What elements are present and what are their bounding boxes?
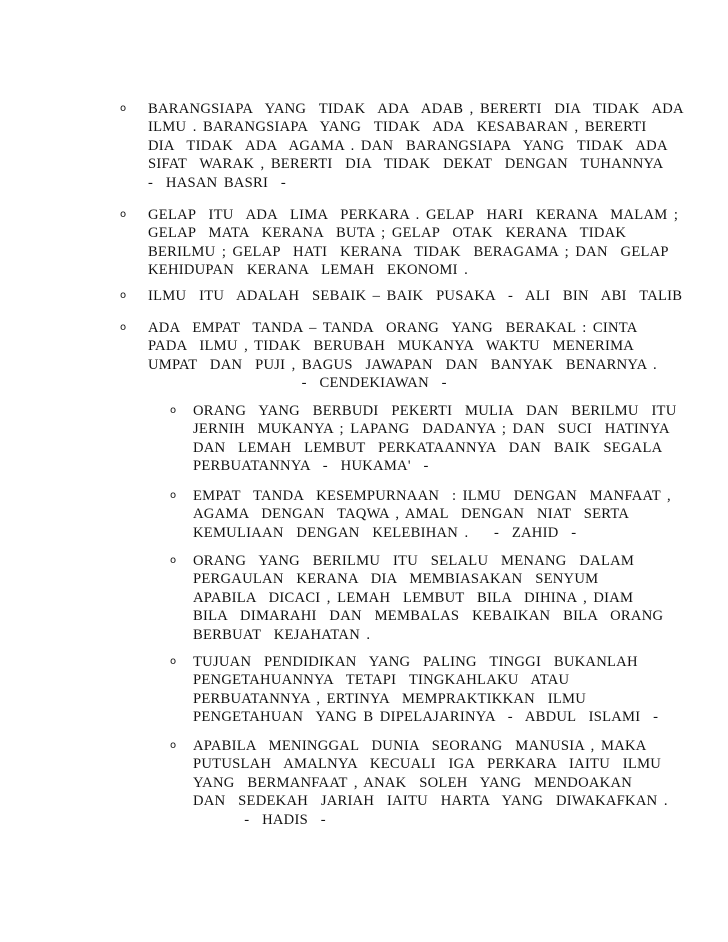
quote-line: - HASAN BASRI - [148,174,286,191]
quote-line: PERGAULAN KERANA DIA MEMBIASAKAN SENYUM [193,571,599,588]
quote-line: GELAP ITU ADA LIMA PERKARA . GELAP HARI KERANA MALAM ; [148,207,679,223]
quote-line: ORANG YANG BERILMU ITU SELALU MENANG DALAM [193,553,635,569]
quote-line: YANG BERMANFAAT , ANAK SOLEH YANG MENDOAKAN [193,774,633,791]
bullet-marker: o [170,405,177,416]
bullet-marker: o [170,740,177,751]
quote-line: ILMU ITU ADALAH SEBAIK – BAIK PUSAKA - ALI BIN ABI TALIB [148,288,683,304]
bullet-marker: o [170,656,177,667]
quote-line: APABILA DICACI , LEMAH LEMBUT BILA DIHINA , DIAM [193,589,634,606]
quote-line: GELAP MATA KERANA BUTA ; GELAP OTAK KERANA TIDAK [148,225,627,242]
quote-text [193,552,663,644]
bullet-marker: o [120,322,127,333]
quote-line: DAN SEDEKAH JARIAH IAITU HARTA YANG DIWAKAFKAN . [193,793,668,810]
quote-text [193,653,658,727]
quote-text [148,287,682,305]
quote-line: AGAMA DENGAN TAQWA , AMAL DENGAN NIAT SERTA [193,506,630,523]
bullet-marker: o [120,290,127,301]
quote-line: UMPAT DAN PUJI , BAGUS JAWAPAN DAN BANYAK BENARNYA . [148,356,657,373]
bullet-marker: o [120,103,127,114]
quote-line: ILMU . BARANGSIAPA YANG TIDAK ADA KESABARAN , BERERTI [148,119,647,136]
quote-line: ORANG YANG BERBUDI PEKERTI MULIA DAN BERILMU ITU [193,403,677,419]
quote-text [148,100,684,192]
quote-line: BERILMU ; GELAP HATI KERANA TIDAK BERAGAMA ; DAN GELAP [148,243,669,260]
quote-line: PERBUATANNYA , ERTINYA MEMPRAKTIKKAN ILMU [193,690,587,707]
quote-text [148,319,657,393]
quote-line: APABILA MENINGGAL DUNIA SEORANG MANUSIA , MAKA [193,738,647,754]
quote-line: PUTUSLAH AMALNYA KECUALI IGA PERKARA IAITU ILMU [193,756,662,773]
bullet-marker: o [170,555,177,566]
quote-text [193,487,671,542]
quote-line: PENGETAHUAN YANG B DIPELAJARINYA - ABDUL ISLAMI - [193,709,659,726]
bullet-marker: o [170,490,177,501]
quote-line: PERBUATANNYA - HUKAMA' - [193,458,429,475]
quote-line: - HADIS - [193,811,326,828]
quote-text [193,737,668,829]
quote-line: KEHIDUPAN KERANA LEMAH EKONOMI . [148,262,469,279]
quote-line: EMPAT TANDA KESEMPURNAAN : ILMU DENGAN MANFAAT , [193,488,671,504]
quote-line: SIFAT WARAK , BERERTI DIA TIDAK DEKAT DENGAN TUHANNYA [148,156,664,173]
quote-line: JERNIH MUKANYA ; LAPANG DADANYA ; DAN SUCI HATINYA [193,421,670,438]
quote-line: BERBUAT KEJAHATAN . [193,626,371,643]
quote-line: TUJUAN PENDIDIKAN YANG PALING TINGGI BUKANLAH [193,654,638,670]
quote-line: BARANGSIAPA YANG TIDAK ADA ADAB , BERERTI DIA TIDAK ADA [148,101,684,117]
quote-line: DIA TIDAK ADA AGAMA . DAN BARANGSIAPA YANG TIDAK ADA [148,137,668,154]
quote-line: ADA EMPAT TANDA – TANDA ORANG YANG BERAKAL : CINTA [148,320,638,336]
quote-text [193,402,677,476]
quote-line: DAN LEMAH LEMBUT PERKATAANNYA DAN BAIK SEGALA [193,439,663,456]
quote-line: KEMULIAAN DENGAN KELEBIHAN . - ZAHID - [193,524,577,541]
quote-line: PADA ILMU , TIDAK BERUBAH MUKANYA WAKTU MENERIMA [148,338,635,355]
quote-text [148,206,678,280]
quote-line: BILA DIMARAHI DAN MEMBALAS KEBAIKAN BILA ORANG [193,608,664,625]
quote-line: PENGETAHUANNYA TETAPI TINGKAHLAKU ATAU [193,672,570,689]
quote-line: - CENDEKIAWAN - [148,375,447,392]
bullet-marker: o [120,209,127,220]
